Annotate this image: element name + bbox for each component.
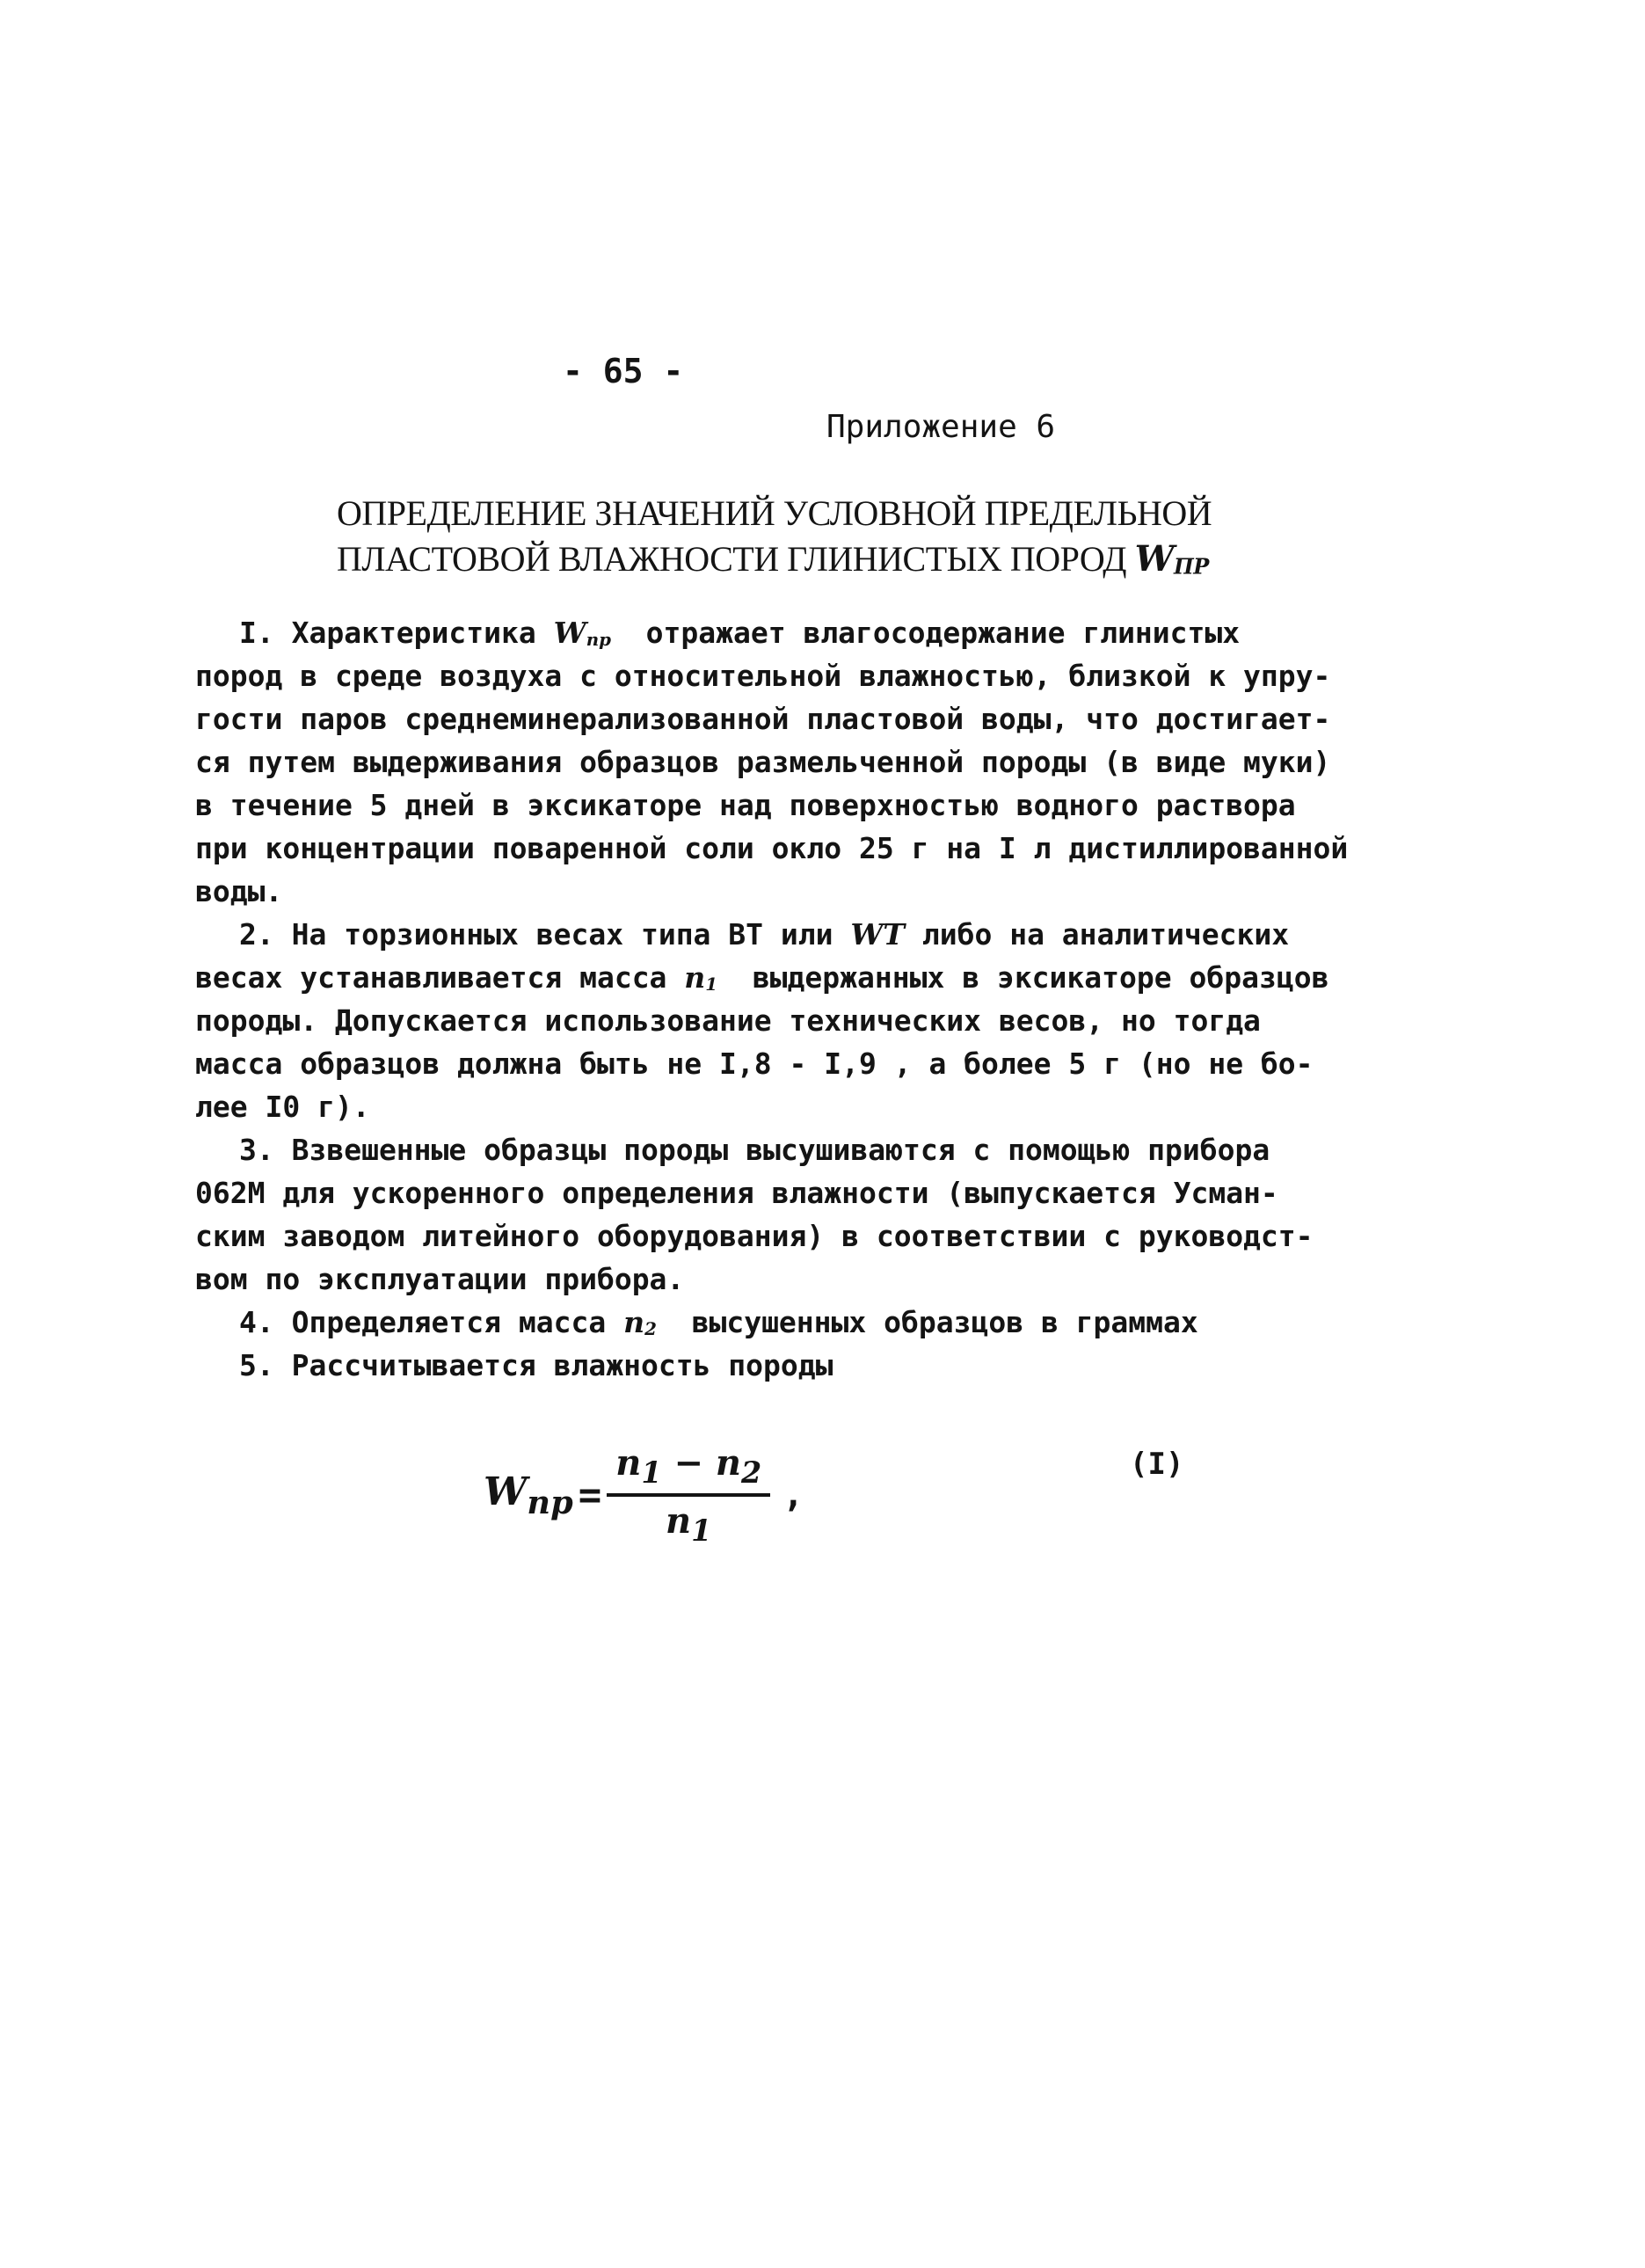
p2-l2-text-b: выдержанных в эксикаторе образцов <box>717 960 1329 995</box>
title-line-1: ОПРЕДЕЛЕНИЕ ЗНАЧЕНИЙ УСЛОВНОЙ ПРЕДЕЛЬНОЙ <box>337 493 1212 533</box>
paragraph-2 <box>195 913 1329 1128</box>
num-b-sub: 2 <box>740 1455 762 1490</box>
num-a-sub: 1 <box>641 1455 662 1490</box>
formula-numerator <box>607 1442 770 1497</box>
formula-lhs-sub: пр <box>527 1483 573 1521</box>
equation-number: (I) <box>1130 1447 1184 1482</box>
p4-symbol-sub: 2 <box>644 1317 657 1339</box>
formula-tail: , <box>782 1475 804 1515</box>
formula-moisture <box>484 1442 804 1548</box>
formula-denominator <box>666 1497 711 1548</box>
paragraph-2-line-3: породы. Допускается использование технических весов, но тогда <box>195 1003 1261 1038</box>
paragraph-2-line-5: лее I0 г). <box>195 1090 370 1124</box>
symbol-wt: WT <box>850 917 905 952</box>
paragraph-2-line-2 <box>195 956 1329 999</box>
paragraph-5: 5. Рассчитывается влажность породы <box>239 1348 833 1382</box>
formula-fraction <box>607 1442 770 1548</box>
formula-equals: = <box>578 1472 602 1518</box>
formula-lhs-w: W <box>484 1469 528 1514</box>
symbol-n1 <box>684 960 717 995</box>
paragraph-1-line-4: ся путем выдерживания образцов размельченной породы (в виде муки) <box>195 745 1331 779</box>
num-a: n <box>615 1442 642 1484</box>
p1-symbol-sub: пр <box>586 628 611 650</box>
p1-symbol: W <box>553 616 586 650</box>
den-sub: 1 <box>691 1513 712 1548</box>
title-symbol-sub: ПР <box>1174 553 1209 580</box>
paragraph-3-line-4: вом по эксплуатации прибора. <box>195 1262 685 1296</box>
paragraph-1 <box>195 611 1349 913</box>
symbol-w-pr <box>554 616 611 650</box>
paragraph-2-line-1 <box>195 913 1290 956</box>
paragraph-1-line-1 <box>195 611 1285 654</box>
formula-lhs <box>484 1469 573 1521</box>
p2-l1-text-a: 2. На торзионных весах типа ВТ или <box>239 917 851 952</box>
title-symbol-w: W <box>1134 538 1175 580</box>
p4-symbol: n <box>623 1305 645 1339</box>
p1-l1-text-a: I. Характеристика <box>239 616 554 650</box>
den-n: n <box>666 1500 692 1542</box>
paragraph-1-line-6: при концентрации поваренной соли окло 25 г на I л дистиллированной <box>195 831 1349 865</box>
p1-l1-text-b: отражает влагосодержание глинистых <box>610 616 1241 650</box>
appendix-label: Приложение 6 <box>826 409 1056 445</box>
paragraph-4 <box>195 1301 1285 1344</box>
p2-l1-text-b: либо на аналитических <box>905 917 1290 952</box>
p2-l2-text-a: весах устанавливается масса <box>195 960 685 995</box>
num-b: n <box>715 1442 741 1484</box>
paragraph-1-line-2: пород в среде воздуха с относительной влажностью, близкой к упру- <box>195 659 1331 693</box>
num-minus: − <box>661 1442 716 1484</box>
paragraph-3-line-3: ским заводом литейного оборудования) в соответствии с руководст- <box>195 1219 1314 1253</box>
paragraph-1-line-5: в течение 5 дней в эксикаторе над поверхностью водного раствора <box>195 788 1296 822</box>
paragraph-4-5 <box>195 1301 1285 1387</box>
p4-text-a: 4. Определяется масса <box>239 1305 624 1339</box>
paragraph-3-line-2: 062М для ускоренного определения влажности (выпускается Усман- <box>195 1176 1278 1210</box>
title-line-2-text: ПЛАСТОВОЙ ВЛАЖНОСТИ ГЛИНИСТЫХ ПОРОД <box>337 539 1127 579</box>
p2-symbol-sub: 1 <box>705 973 718 995</box>
paragraph-3 <box>195 1128 1314 1301</box>
page-number: - 65 - <box>563 352 684 390</box>
p2-symbol: n <box>684 960 706 995</box>
paragraph-3-line-1: 3. Взвешенные образцы породы высушиваются с помощью прибора <box>239 1133 1270 1167</box>
p4-text-b: высушенных образцов в граммах <box>656 1305 1198 1339</box>
title-line-2 <box>337 538 1209 580</box>
paragraph-2-line-4: масса образцов должна быть не I,8 - I,9 , а более 5 г (но не бо- <box>195 1046 1314 1081</box>
symbol-n2 <box>623 1305 657 1339</box>
title-symbol <box>1135 538 1209 580</box>
paragraph-1-line-7: воды. <box>195 874 283 908</box>
paragraph-1-line-3: гости паров среднеминерализованной пластовой воды, что достигает- <box>195 702 1331 736</box>
